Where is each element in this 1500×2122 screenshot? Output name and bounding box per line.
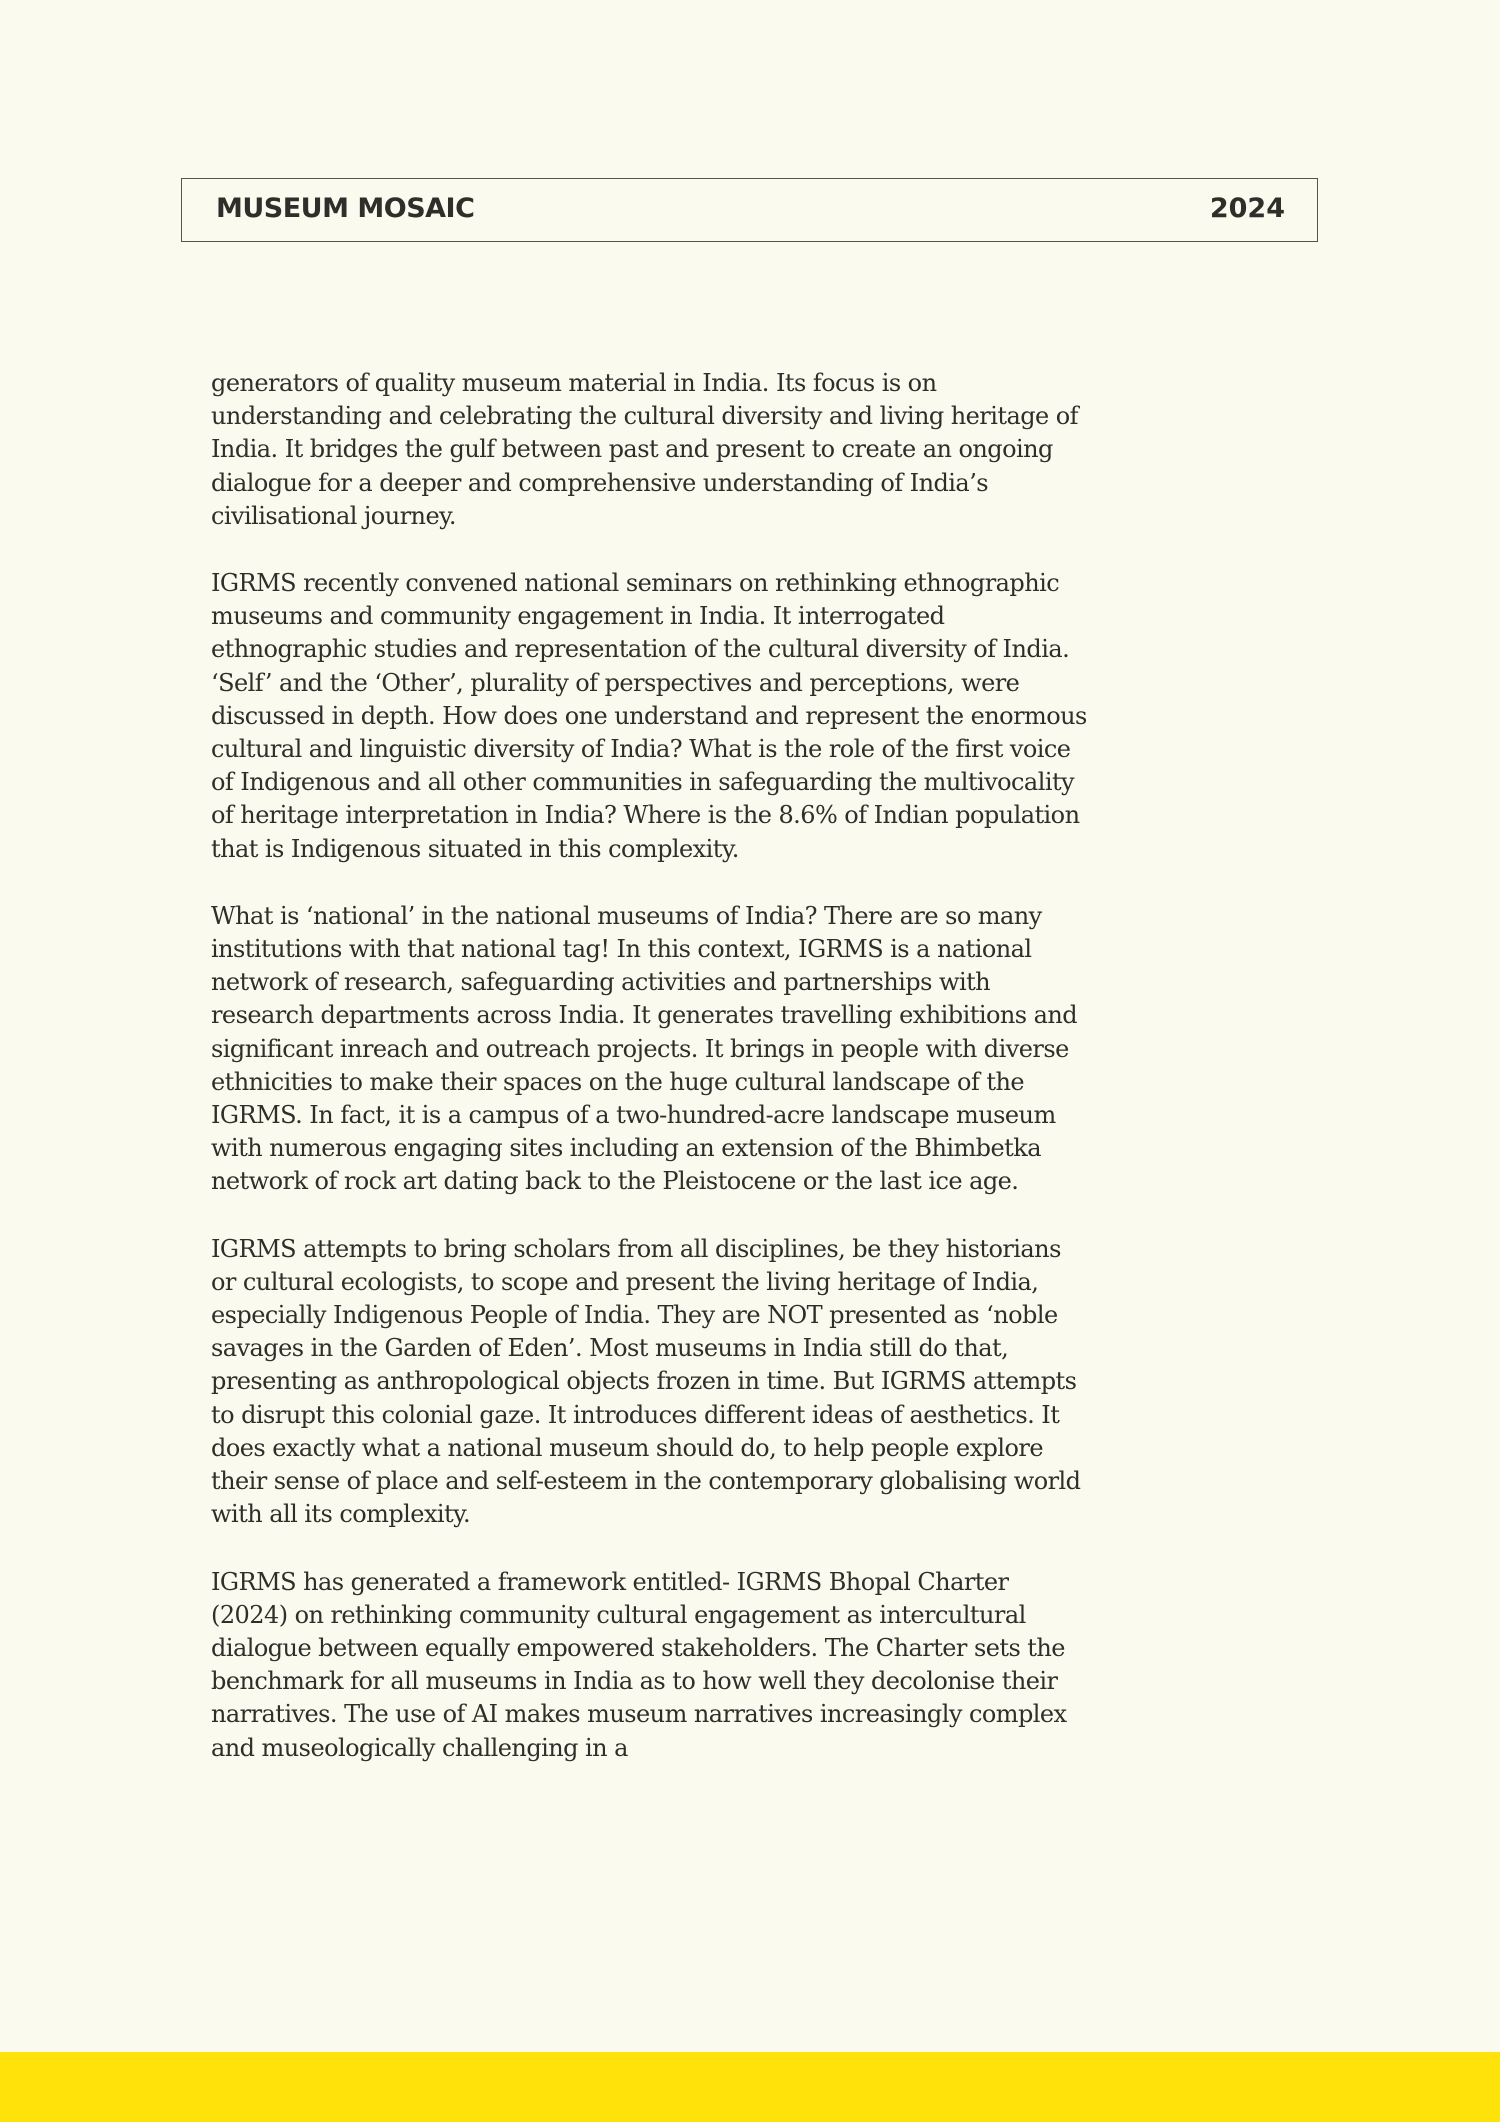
article-body (211, 367, 1091, 1765)
running-header (181, 178, 1318, 242)
body-paragraph: IGRMS attempts to bring scholars from all disciplines, be they historians or cultural ecologists, to scope and present the living heritage of India, especially Indigenous People of India. They are NOT presented as ‘noble savages in the Garden of Eden’. Most museums in India still do that, presenting as anthropological objects frozen in time. But IGRMS attempts to disrupt this colonial gaze. It introduces different ideas of aesthetics. It does exactly what a national museum should do, to help people explore their sense of place and self-esteem in the contemporary globalising world with all its complexity. (211, 1234, 1081, 1529)
footer-color-band (0, 2052, 1500, 2122)
publication-year: 2024 (1209, 193, 1285, 224)
body-paragraph: generators of quality museum material in India. Its focus is on understanding and celebrating the cultural diversity and living heritage of India. It bridges the gulf between past and present to create an ongoing dialogue for a deeper and comprehensive understanding of India’s civilisational journey. (211, 369, 1078, 530)
body-paragraph: IGRMS has generated a framework entitled- IGRMS Bhopal Charter (2024) on rethinking community cultural engagement as intercultural dialogue between equally empowered stakeholders. The Charter sets the benchmark for all museums in India as to how well they decolonise their narratives. The use of AI makes museum narratives increasingly complex and museologically challenging in a (211, 1567, 1067, 1762)
body-paragraph: What is ‘national’ in the national museums of India? There are so many institutions with that national tag! In this context, IGRMS is a national network of research, safeguarding activities and partnerships with research departments across India. It generates travelling exhibitions and significant inreach and outreach projects. It brings in people with diverse ethnicities to make their spaces on the huge cultural landscape of the IGRMS. In fact, it is a campus of a two-hundred-acre landscape museum with numerous engaging sites including an extension of the Bhimbetka network of rock art dating back to the Pleistocene or the last ice age. (211, 901, 1078, 1196)
publication-title: MUSEUM MOSAIC (216, 193, 475, 224)
body-paragraph: IGRMS recently convened national seminars on rethinking ethnographic museums and community engagement in India. It interrogated ethnographic studies and representation of the cultural diversity of India. ‘Self’ and the ‘Other’, plurality of perspectives and perceptions, were discussed in depth. How does one understand and represent the enormous cultural and linguistic diversity of India? What is the role of the first voice of Indigenous and all other communities in safeguarding the multivocality of heritage interpretation in India? Where is the 8.6% of Indian population that is Indigenous situated in this complexity. (211, 569, 1087, 863)
